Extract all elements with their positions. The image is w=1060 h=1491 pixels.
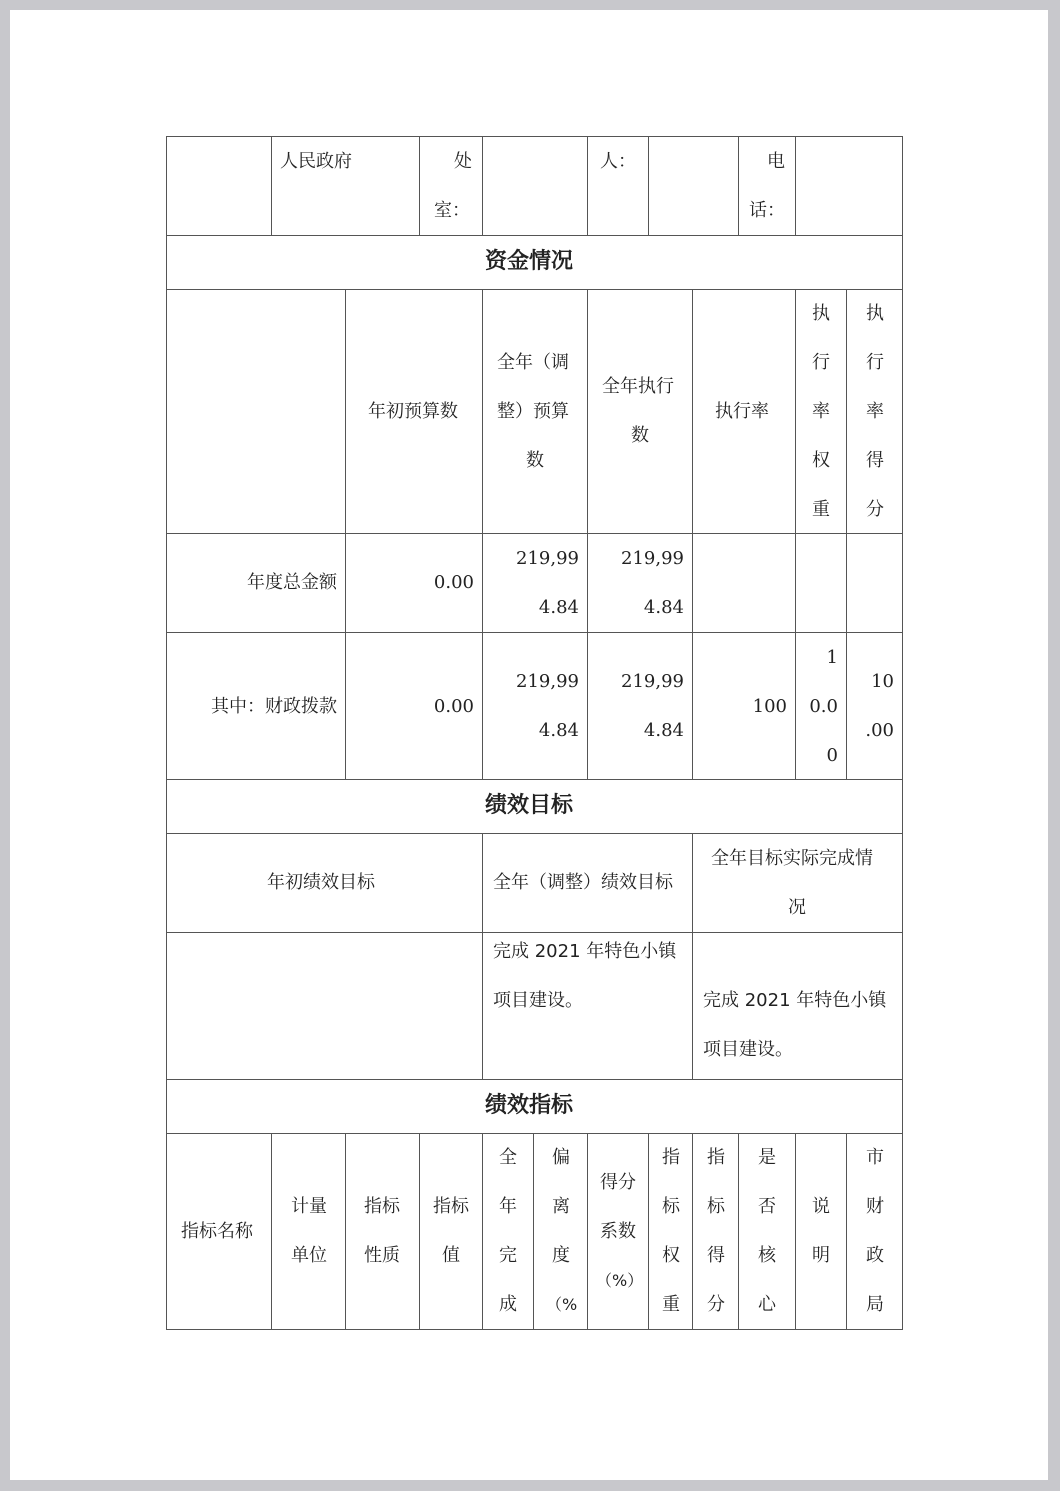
col-rate-weight-char: 行	[812, 352, 830, 373]
goal-actual-header-line: 全年目标实际完成情	[711, 848, 873, 869]
ind-col-deviation-char: 偏	[552, 1147, 570, 1168]
ind-col-is-core-char: 心	[758, 1294, 776, 1315]
goal-adjusted-header-cell	[482, 833, 693, 933]
person-label-cell	[587, 136, 649, 236]
row-fiscal-rate-cell	[692, 632, 796, 780]
person-label: 人：	[600, 151, 636, 172]
row-total-adjusted-line: 219,99	[516, 548, 579, 569]
col-exec-rate-label: 执行率	[715, 401, 769, 422]
col-rate-weight-char: 重	[812, 499, 830, 520]
dept-label-line: 处	[454, 151, 472, 172]
ind-col-finance-bureau-char: 政	[866, 1245, 884, 1266]
col-rate-weight-char: 执	[812, 303, 830, 324]
row-total-initial-cell	[345, 533, 483, 633]
person-value-cell	[648, 136, 739, 236]
row-fiscal-executed-line: 219,99	[621, 671, 684, 692]
ind-col-annual-done-char: 年	[499, 1196, 517, 1217]
row-fiscal-weight-cell	[795, 632, 847, 780]
row-fiscal-score-line: .00	[865, 720, 894, 741]
row-fiscal-score-line: 10	[871, 671, 894, 692]
ind-col-finance-bureau-char: 局	[866, 1294, 884, 1315]
goal-initial-header: 年初绩效目标	[267, 872, 375, 893]
row-total-label: 年度总金额	[247, 572, 337, 593]
goal-adjusted-content-cell	[482, 932, 693, 1080]
ind-col-finance-bureau-char: 市	[866, 1147, 884, 1168]
col-adjusted-budget-line: 全年（调	[497, 352, 569, 373]
row-total-label-cell	[166, 533, 346, 633]
dept-label-line: 室：	[434, 200, 470, 221]
ind-col-note-char: 说	[812, 1196, 830, 1217]
row-total-executed-cell	[587, 533, 693, 633]
goals-section-title: 绩效目标	[485, 793, 574, 818]
row-total-weight-cell	[795, 533, 847, 633]
dept-value-cell	[482, 136, 588, 236]
ind-col-score-char: 分	[707, 1294, 725, 1315]
ind-col-value-line: 指标	[433, 1196, 469, 1217]
goal-adjusted-text-line: 完成 2021 年特色小镇	[493, 941, 677, 962]
ind-col-weight-char: 权	[662, 1245, 680, 1266]
goal-actual-text-line: 项目建设。	[703, 1039, 793, 1060]
col-adjusted-budget-line: 数	[526, 450, 544, 471]
ind-col-annual-done-char: 全	[499, 1147, 517, 1168]
dept-label-cell	[419, 136, 483, 236]
ind-col-deviation-char: 离	[552, 1196, 570, 1217]
phone-label-cell	[738, 136, 796, 236]
goal-actual-text-line: 完成 2021 年特色小镇	[703, 990, 887, 1011]
ind-col-weight-char: 指	[662, 1147, 680, 1168]
row-fiscal-weight-line: 0.0	[809, 696, 838, 717]
ind-col-score-char: 得	[707, 1245, 725, 1266]
phone-label-line: 电	[767, 151, 785, 172]
row-fiscal-adjusted-line: 4.84	[538, 720, 579, 741]
funds-header-empty	[166, 289, 346, 534]
row-total-initial: 0.00	[433, 572, 474, 593]
ind-col-score-char: 指	[707, 1147, 725, 1168]
col-initial-budget	[345, 289, 483, 534]
col-rate-score-char: 执	[866, 303, 884, 324]
ind-col-note-char: 明	[812, 1245, 830, 1266]
col-rate-score-char: 得	[866, 450, 884, 471]
phone-value-cell	[795, 136, 903, 236]
ind-col-deviation-char: （%	[546, 1295, 578, 1314]
ind-col-score-coef-line: 系数	[600, 1221, 636, 1242]
document-page	[10, 10, 1048, 1480]
ind-col-is-core-char: 否	[758, 1196, 776, 1217]
ind-col-score-char: 标	[707, 1196, 725, 1217]
ind-col-score	[692, 1133, 739, 1330]
col-initial-budget-label: 年初预算数	[368, 401, 458, 422]
row-fiscal-initial-cell	[345, 632, 483, 780]
unit-name: 人民政府	[280, 151, 352, 172]
row-fiscal-label: 其中：财政拨款	[211, 696, 337, 717]
ind-col-value-line: 值	[442, 1245, 460, 1266]
row-total-rate-cell	[692, 533, 796, 633]
ind-col-unit-line: 单位	[291, 1245, 327, 1266]
ind-col-score-coef-line: 得分	[600, 1172, 636, 1193]
ind-col-finance-bureau-char: 财	[866, 1196, 884, 1217]
ind-col-finance-bureau	[846, 1133, 903, 1330]
ind-col-weight	[648, 1133, 693, 1330]
col-adjusted-budget	[482, 289, 588, 534]
ind-col-weight-char: 标	[662, 1196, 680, 1217]
col-rate-weight-char: 率	[812, 401, 830, 422]
col-rate-score-char: 率	[866, 401, 884, 422]
indicators-section-title: 绩效指标	[485, 1093, 574, 1118]
col-adjusted-budget-line: 整）预算	[497, 401, 569, 422]
ind-col-weight-char: 重	[662, 1294, 680, 1315]
col-executed-line: 全年执行	[602, 376, 674, 397]
goal-actual-header-line: 况	[788, 897, 806, 918]
ind-col-is-core-char: 是	[758, 1147, 776, 1168]
header-cell-empty	[166, 136, 272, 236]
goal-actual-header-cell	[692, 833, 903, 933]
indicators-section-title-cell	[166, 1079, 903, 1134]
ind-col-value	[419, 1133, 483, 1330]
ind-col-nature-line: 性质	[364, 1245, 400, 1266]
phone-label-line: 话：	[749, 200, 785, 221]
ind-col-annual-done	[482, 1133, 534, 1330]
row-total-adjusted-cell	[482, 533, 588, 633]
row-fiscal-initial: 0.00	[433, 696, 474, 717]
row-total-score-cell	[846, 533, 903, 633]
goal-initial-header-cell	[166, 833, 483, 933]
row-fiscal-executed-line: 4.84	[643, 720, 684, 741]
ind-col-deviation	[533, 1133, 588, 1330]
goal-adjusted-text-line: 项目建设。	[493, 990, 583, 1011]
ind-col-annual-done-char: 成	[499, 1294, 517, 1315]
ind-col-deviation-char: 度	[552, 1245, 570, 1266]
ind-col-is-core-char: 核	[758, 1245, 776, 1266]
ind-col-unit-line: 计量	[291, 1196, 327, 1217]
ind-col-nature	[345, 1133, 420, 1330]
row-fiscal-weight-line: 1	[826, 647, 838, 668]
funds-section-title-cell	[166, 235, 903, 290]
ind-col-name-label: 指标名称	[181, 1221, 253, 1242]
row-fiscal-weight-line: 0	[826, 745, 838, 766]
goals-section-title-cell	[166, 779, 903, 834]
goal-actual-content-cell	[692, 932, 903, 1080]
ind-col-name	[166, 1133, 272, 1330]
ind-col-nature-line: 指标	[364, 1196, 400, 1217]
unit-name-cell	[271, 136, 420, 236]
ind-col-score-coef-line: （%）	[596, 1271, 644, 1290]
ind-col-score-coef	[587, 1133, 649, 1330]
row-total-executed-line: 4.84	[643, 597, 684, 618]
funds-section-title: 资金情况	[485, 249, 574, 274]
col-rate-score	[846, 289, 903, 534]
row-fiscal-executed-cell	[587, 632, 693, 780]
goal-initial-content-cell	[166, 932, 483, 1080]
goal-adjusted-header: 全年（调整）绩效目标	[493, 872, 673, 893]
col-exec-rate	[692, 289, 796, 534]
col-executed	[587, 289, 693, 534]
col-rate-score-char: 行	[866, 352, 884, 373]
col-rate-weight	[795, 289, 847, 534]
col-executed-line: 数	[631, 425, 649, 446]
row-fiscal-adjusted-line: 219,99	[516, 671, 579, 692]
ind-col-is-core	[738, 1133, 796, 1330]
ind-col-unit	[271, 1133, 346, 1330]
row-total-adjusted-line: 4.84	[538, 597, 579, 618]
row-fiscal-label-cell	[166, 632, 346, 780]
row-total-executed-line: 219,99	[621, 548, 684, 569]
row-fiscal-rate: 100	[752, 696, 787, 717]
row-fiscal-score-cell	[846, 632, 903, 780]
col-rate-score-char: 分	[866, 499, 884, 520]
ind-col-note	[795, 1133, 847, 1330]
col-rate-weight-char: 权	[812, 450, 830, 471]
ind-col-annual-done-char: 完	[499, 1245, 517, 1266]
row-fiscal-adjusted-cell	[482, 632, 588, 780]
